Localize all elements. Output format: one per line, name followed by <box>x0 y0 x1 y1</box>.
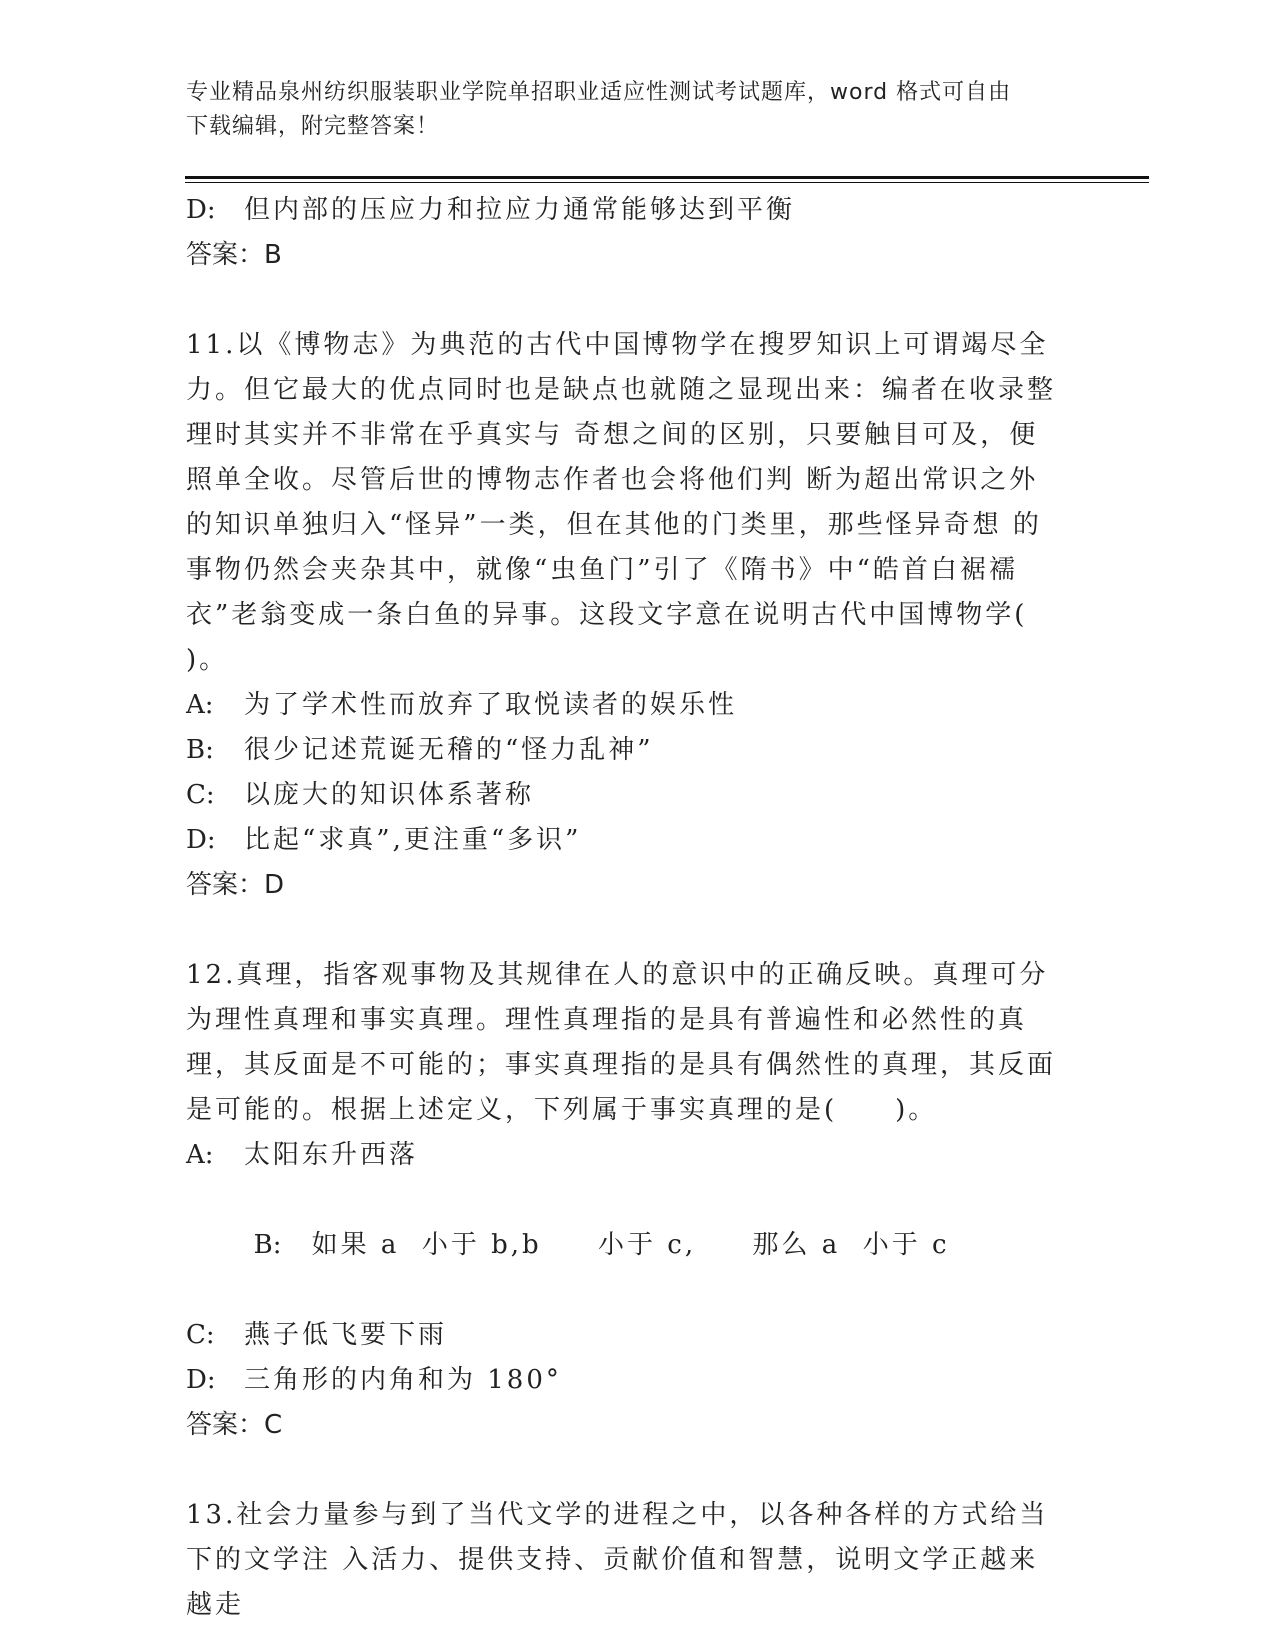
option-key: D: <box>186 195 216 225</box>
question-11 <box>186 323 1086 908</box>
option-text: 但内部的压应力和拉应力通常能够达到平衡 <box>244 195 796 225</box>
question-13 <box>186 1493 1066 1628</box>
option-text: 燕子低飞要下雨 <box>244 1320 448 1350</box>
option-key: C: <box>186 1320 215 1350</box>
question-12-option-b <box>186 1178 1066 1313</box>
prev-option-d <box>186 188 1066 233</box>
option-key: B: <box>186 735 214 765</box>
option-text: 太阳东升西落 <box>244 1140 419 1170</box>
question-12-text: 12.真理，指客观事物及其规律在人的意识中的正确反映。真理可分为理性真理和事实真理。理性真理指的是具有普遍性和必然性的真理，其反面是不可能的；事实真理指的是具有偶然性的真理，其反面是可能的。根据上述定义，下列属于事实真理的是( )。 <box>186 960 1057 1125</box>
question-11-option-c <box>186 773 1066 818</box>
header-rule-thick <box>185 176 1149 179</box>
page-header <box>186 76 1066 144</box>
option-text: 很少记述荒诞无稽的“怪力乱神” <box>244 735 654 765</box>
question-11-text: 11.以《博物志》为典范的古代中国博物学在搜罗知识上可谓竭尽全力。但它最大的优点同时也是缺点也就随之显现出来：编者在收录整理时其实并不非常在乎真实与 奇想之间的区别，只要触目可及，便照单全收。尽管后世的博物志作者也会将他们判 断为超出常识之外的知识单独归入“怪异”一类，但在其他的门类里，那些怪异奇想 的事物仍然会夹杂其中，就像“虫鱼门”引了《隋书》中“皓首白裾襦衣”老翁变成一条白鱼的异事。这段文字意在说明古代中国博物学( )。 <box>186 330 1086 675</box>
option-text: 如果 a 小于 b,b 小于 c, 那么 a 小于 c <box>311 1230 950 1260</box>
option-key: D: <box>186 1365 216 1395</box>
question-11-answer: 答案：D <box>186 870 285 900</box>
question-12-option-d <box>186 1358 1066 1403</box>
prev-answer: 答案：B <box>186 240 282 270</box>
option-text: 比起“求真”,更注重“多识” <box>244 825 582 855</box>
header-rule-thin <box>185 182 1149 183</box>
question-11-option-a <box>186 683 1066 728</box>
question-12-answer: 答案：C <box>186 1410 283 1440</box>
spacer <box>186 908 1066 953</box>
option-text: 以庞大的知识体系著称 <box>244 780 535 810</box>
header-line-2: 下载编辑，附完整答案！ <box>186 114 440 139</box>
option-key: B: <box>253 1230 282 1260</box>
question-11-option-b <box>186 728 1066 773</box>
question-11-option-d <box>186 818 1066 863</box>
option-key: A: <box>186 1140 214 1170</box>
spacer <box>186 278 1066 323</box>
option-key: D: <box>186 825 216 855</box>
option-text: 三角形的内角和为 180° <box>244 1365 562 1395</box>
header-line-1: 专业精品泉州纺织服装职业学院单招职业适应性测试考试题库，word 格式可自由 <box>186 80 1012 105</box>
option-key: A: <box>186 690 214 720</box>
document-body <box>186 188 1086 1628</box>
question-13-text: 13.社会力量参与到了当代文学的进程之中，以各种各样的方式给当下的文学注 入活力、提供支持、贡献价值和智慧，说明文学正越来越走 <box>186 1500 1049 1620</box>
question-12-option-a <box>186 1133 1066 1178</box>
question-12-option-c <box>186 1313 1066 1358</box>
question-12 <box>186 953 1066 1448</box>
option-key: C: <box>186 780 215 810</box>
spacer <box>186 1448 1066 1493</box>
option-text: 为了学术性而放弃了取悦读者的娱乐性 <box>244 690 738 720</box>
